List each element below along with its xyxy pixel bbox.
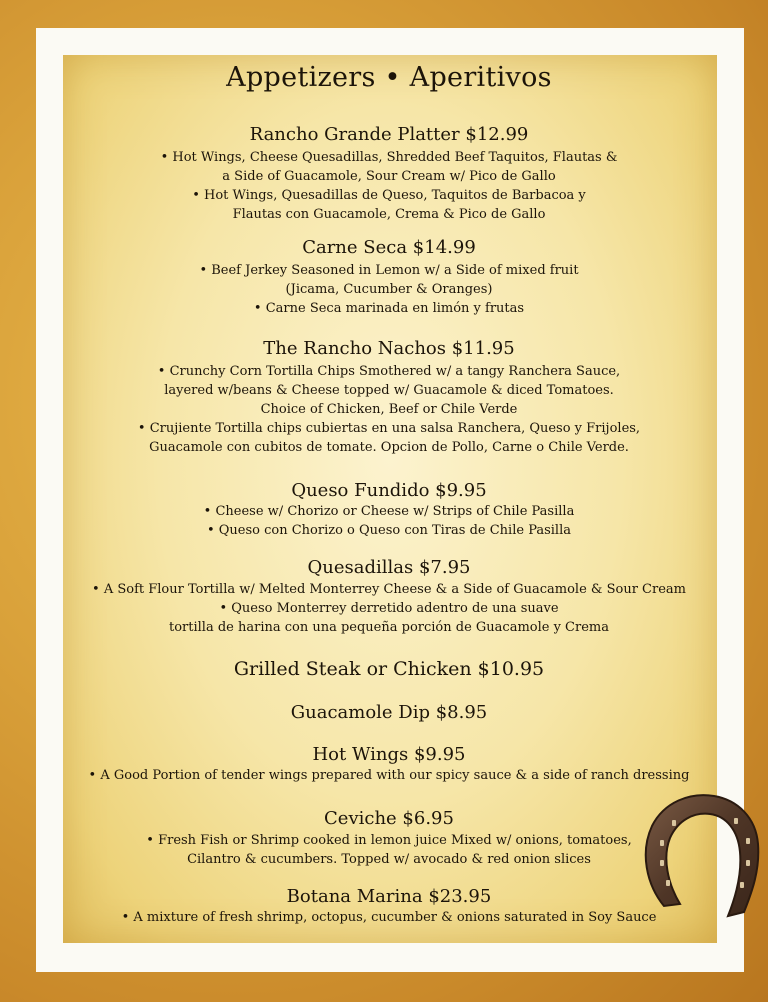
menu-title: Appetizers • Aperitivos	[226, 62, 552, 93]
item-line: • Crujiente Tortilla chips cubiertas en una salsa Ranchera, Queso y Frijoles,	[137, 421, 641, 436]
item-line: • Carne Seca marinada en limón y frutas	[253, 301, 525, 316]
item-line: a Side of Guacamole, Sour Cream w/ Pico de Gallo	[222, 169, 556, 184]
item-line: • Hot Wings, Cheese Quesadillas, Shredded Beef Taquitos, Flautas &	[160, 150, 618, 165]
item-line: • A Soft Flour Tortilla w/ Melted Monterrey Cheese & a Side of Guacamole & Sour Cream	[92, 582, 686, 597]
item-line: • Beef Jerkey Seasoned in Lemon w/ a Side of mixed fruit	[199, 263, 579, 278]
item-line: layered w/beans & Cheese topped w/ Guacamole & diced Tomatoes.	[164, 383, 614, 398]
item-name-ceviche: Ceviche $6.95	[324, 808, 454, 829]
item-name-queso-fundido: Queso Fundido $9.95	[291, 480, 487, 501]
item-line: Cilantro & cucumbers. Topped w/ avocado & red onion slices	[187, 852, 591, 867]
item-name-guacamole-dip: Guacamole Dip $8.95	[290, 702, 488, 723]
item-name-rancho-grande-platter: Rancho Grande Platter $12.99	[249, 124, 529, 145]
item-line: tortilla de harina con una pequeña porción de Guacamole y Crema	[168, 620, 609, 635]
item-name-quesadillas: Quesadillas $7.95	[307, 557, 471, 578]
item-line: • Hot Wings, Quesadillas de Queso, Taquitos de Barbacoa y	[192, 188, 586, 203]
item-line: Choice of Chicken, Beef or Chile Verde	[260, 402, 518, 417]
item-line: • A Good Portion of tender wings prepared with our spicy sauce & a side of ranch dressing	[88, 768, 690, 783]
item-line: • A mixture of fresh shrimp, octopus, cucumber & onions saturated in Soy Sauce	[121, 910, 657, 925]
item-line: Flautas con Guacamole, Crema & Pico de Gallo	[232, 207, 546, 222]
item-line: • Queso con Chorizo o Queso con Tiras de Chile Pasilla	[206, 523, 572, 538]
horseshoe-icon	[636, 788, 762, 922]
item-line: • Queso Monterrey derretido adentro de una suave	[219, 601, 559, 616]
item-name-grilled-steak-or-chicken: Grilled Steak or Chicken $10.95	[233, 658, 545, 680]
item-line: (Jicama, Cucumber & Oranges)	[285, 282, 493, 297]
item-line: • Fresh Fish or Shrimp cooked in lemon juice Mixed w/ onions, tomatoes,	[146, 833, 632, 848]
item-line: • Crunchy Corn Tortilla Chips Smothered w/ a tangy Ranchera Sauce,	[157, 364, 621, 379]
item-name-carne-seca: Carne Seca $14.99	[302, 237, 476, 258]
item-line: • Cheese w/ Chorizo or Cheese w/ Strips of Chile Pasilla	[203, 504, 575, 519]
item-name-rancho-nachos: The Rancho Nachos $11.95	[263, 338, 515, 359]
item-name-botana-marina: Botana Marina $23.95	[286, 886, 492, 907]
item-line: Guacamole con cubitos de tomate. Opcion de Pollo, Carne o Chile Verde.	[149, 440, 629, 455]
item-name-hot-wings: Hot Wings $9.95	[312, 744, 466, 765]
